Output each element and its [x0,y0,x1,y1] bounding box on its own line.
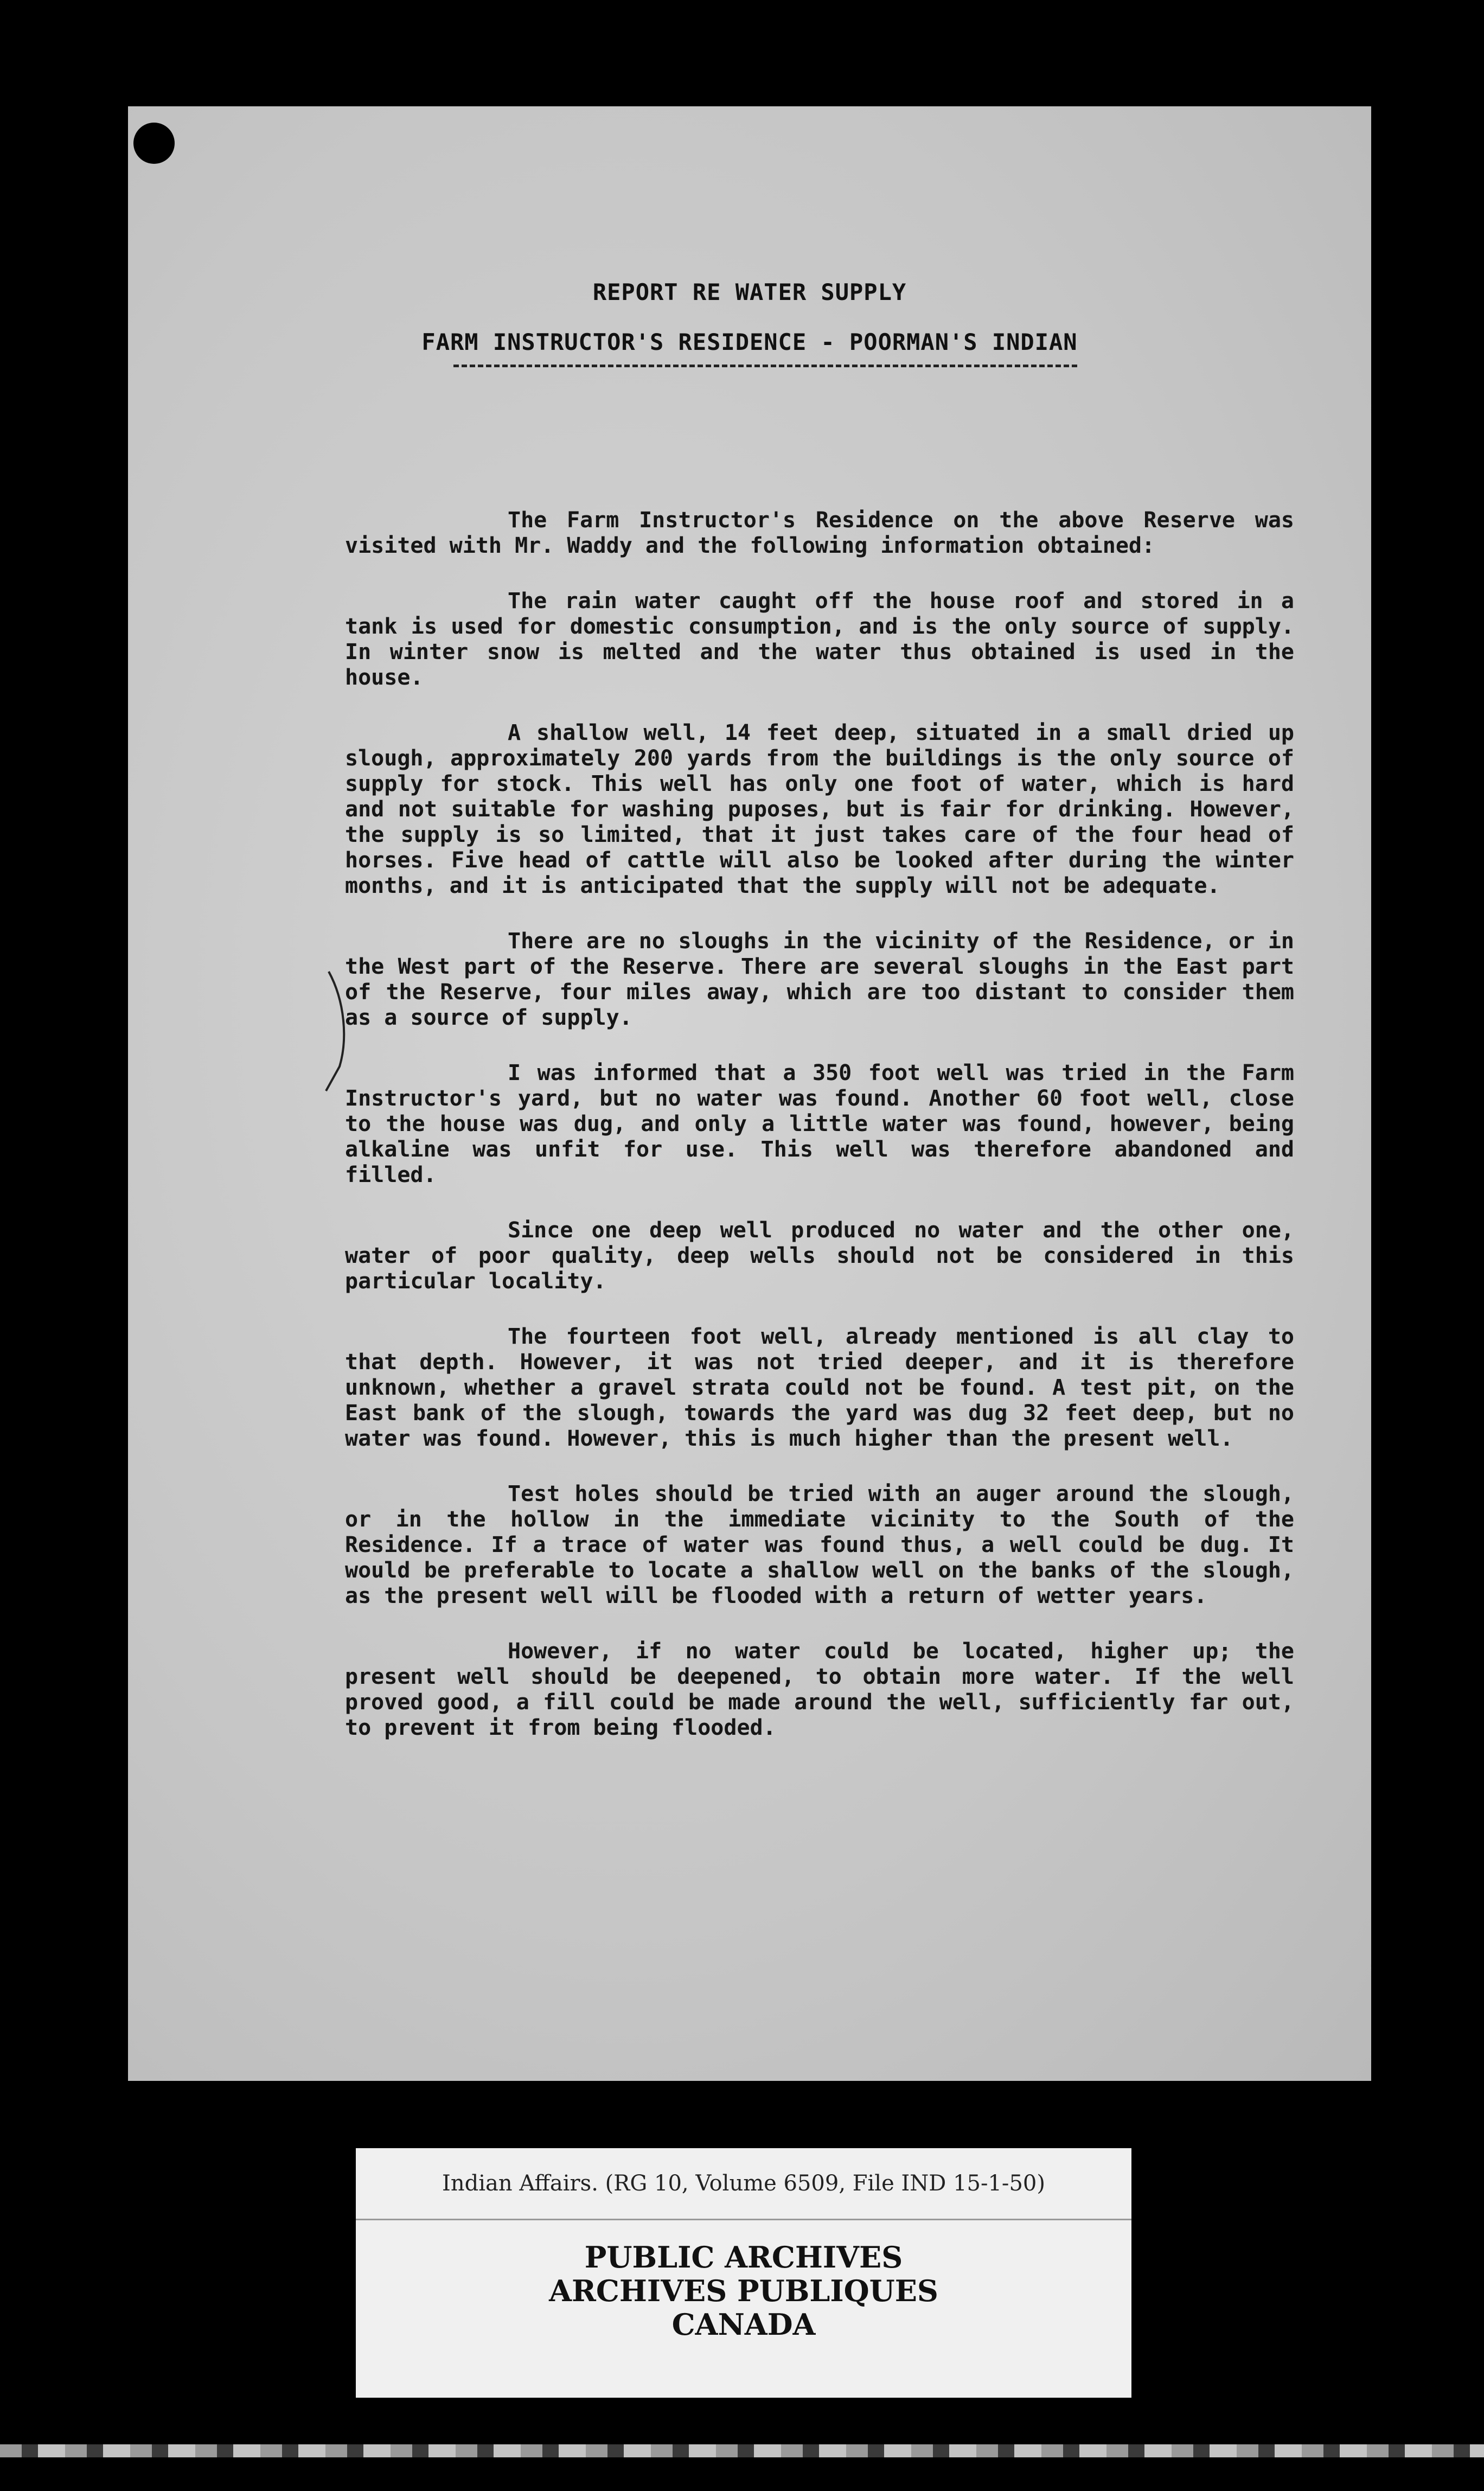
stamp-line: CANADA [671,2307,816,2342]
film-edge [0,2444,1484,2457]
paragraph: However, if no water could be located, higher up; the present well should be deepened, to obtain more water. If the well proved good, a fill could be made around the well, sufficiently far out, to prevent it from being flooded. [345,1639,1294,1740]
archive-reference: Indian Affairs. (RG 10, Volume 6509, File IND 15-1-50) [356,2148,1131,2220]
title-underline [453,365,1077,367]
paragraph: A shallow well, 14 feet deep, situated in a small dried up slough, approximately 200 yards from the buildings is the only source of supply for stock. This well has only one foot of water, which is hard and not suitable for washing puposes, but is fair for drinking. However, the supply is so limited, that it just takes care of the four head of horses. Five head of cattle will also be looked after during the winter months, and it is anticipated that the supply will not be adequate. [345,720,1294,898]
report-title: REPORT RE WATER SUPPLY [592,279,907,305]
paragraph: Test holes should be tried with an auger around the slough, or in the hollow in the immediate vicinity to the South of the Residence. If a trace of water was found thus, a well could be dug. It would be preferable to locate a shallow well on the banks of the slough, as the present well will be flooded with a return of wetter years. [345,1481,1294,1608]
margin-pencil-mark [323,969,361,1094]
paragraph: I was informed that a 350 foot well was tried in the Farm Instructor's yard, but no water was found. Another 60 foot well, close to the house was dug, and only a little water was found, however, being alkaline was unfit for use. This well was therefore abandoned and filled. [345,1061,1294,1187]
paragraph: The fourteen foot well, already mentioned is all clay to that depth. However, it was not tried deeper, and it is therefore unknown, whether a gravel strata could not be found. A test pit, on the East bank of the slough, towards the yard was dug 32 feet deep, but no water was found. However, this is much higher than the present well. [345,1324,1294,1451]
paragraph: There are no sloughs in the vicinity of the Residence, or in the West part of the Reserve. There are several sloughs in the East part of the Reserve, four miles away, which are too distant to consider them as a source of supply. [345,929,1294,1030]
archive-stamp [356,2240,1131,2341]
paragraph: The rain water caught off the house roof and stored in a tank is used for domestic consumption, and is the only source of supply. In winter snow is melted and the water thus obtained is used in the house. [345,589,1294,690]
paragraph: The Farm Instructor's Residence on the above Reserve was visited with Mr. Waddy and the following information obtained: [345,508,1294,558]
paragraph: Since one deep well produced no water and the other one, water of poor quality, deep wells should not be considered in this particular locality. [345,1218,1294,1294]
report-subtitle: FARM INSTRUCTOR'S RESIDENCE - POORMAN'S INDIAN [421,329,1078,355]
report-body [345,508,1294,1771]
stamp-line: ARCHIVES PUBLIQUES [549,2273,938,2308]
document-page [128,106,1371,2081]
punch-hole-icon [133,123,175,164]
archive-label [356,2148,1131,2398]
stamp-line: PUBLIC ARCHIVES [584,2240,903,2275]
